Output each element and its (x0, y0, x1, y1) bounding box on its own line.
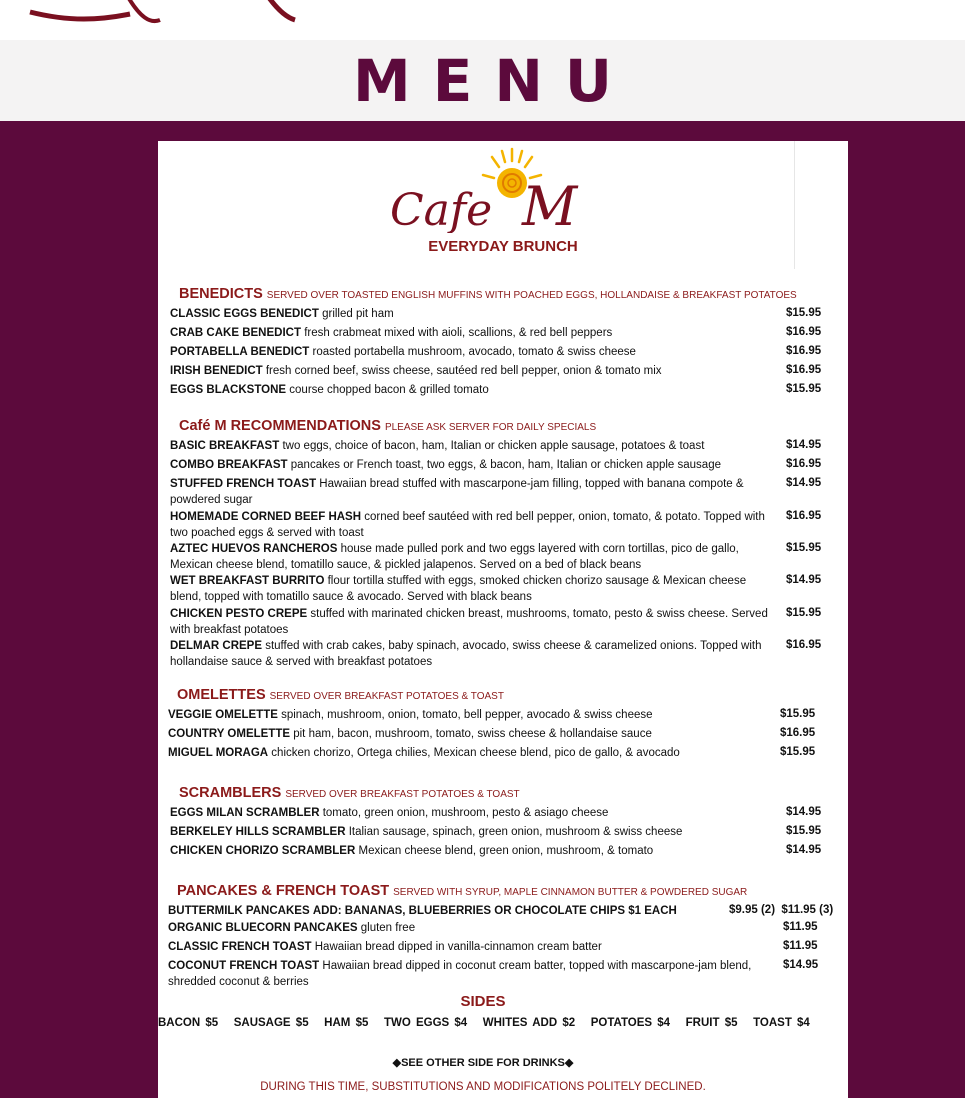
item-name: EGGS MILAN SCRAMBLER (170, 807, 320, 819)
item-desc: pancakes or French toast, two eggs, & bacon, ham, Italian or chicken apple sausage (290, 459, 721, 471)
item-name: CLASSIC EGGS BENEDICT (170, 308, 319, 320)
menu-item (168, 726, 652, 742)
item-name: COMBO BREAKFAST (170, 459, 288, 471)
item-desc: course chopped bacon & grilled tomato (289, 384, 489, 396)
drinks-note: ◆SEE OTHER SIDE FOR DRINKS◆ (392, 1057, 574, 1069)
item-desc: fresh corned beef, swiss cheese, sautéed red bell pepper, onion & tomato mix (265, 365, 662, 377)
menu-subtitle: EVERYDAY BRUNCH (428, 238, 578, 255)
section-benedicts (179, 286, 797, 302)
item-price: $16.95 (786, 510, 822, 522)
item-name: BUTTERMILK PANCAKES (168, 905, 310, 917)
item-price: $14.95 (786, 844, 822, 856)
item-desc: Italian sausage, spinach, green onion, mushroom & swiss cheese (348, 826, 683, 838)
section-title: BENEDICTS (179, 286, 263, 302)
section-title: Café M RECOMMENDATIONS (179, 418, 381, 434)
item-name: CRAB CAKE BENEDICT (170, 327, 301, 339)
menu-item (170, 541, 770, 573)
menu-item (170, 638, 770, 670)
item-price: $16.95 (786, 364, 822, 376)
item-name: COUNTRY OMELETTE (168, 728, 291, 740)
top-bar (0, 0, 965, 40)
item-desc: tomato, green onion, mushroom, pesto & asiago cheese (322, 807, 609, 819)
item-name: BASIC BREAKFAST (170, 440, 280, 452)
item-name: AZTEC HUEVOS RANCHEROS (170, 543, 338, 555)
item-name: CHICKEN PESTO CREPE (170, 608, 308, 620)
section-recommendations (179, 418, 596, 434)
item-desc: Hawaiian bread stuffed with mascarpone-jam filling, topped with banana compote & powdered sugar (170, 478, 744, 506)
item-desc: stuffed with crab cakes, baby spinach, avocado, swiss cheese & caramelized onions. Topped with hollandaise sauce & served with breakfast potatoes (170, 640, 762, 668)
item-desc: spinach, mushroom, onion, tomato, bell pepper, avocado & swiss cheese (281, 709, 653, 721)
item-name: EGGS BLACKSTONE (170, 384, 287, 396)
menu-item (170, 573, 770, 605)
section-omelettes (177, 687, 504, 703)
item-price: $15.95 (786, 825, 822, 837)
menu-item (170, 824, 682, 840)
menu-item (170, 306, 394, 322)
menu-item (170, 606, 770, 638)
item-desc: Mexican cheese blend, green onion, mushroom, & tomato (358, 845, 654, 857)
section-note: SERVED OVER BREAKFAST POTATOES & TOAST (269, 691, 504, 702)
item-price: $11.95 (783, 940, 818, 952)
item-price: $15.95 (780, 746, 816, 758)
menu-item (170, 476, 770, 508)
svg-text:Cafe: Cafe (390, 185, 493, 233)
item-price: $14.95 (786, 574, 822, 586)
menu-item (170, 509, 770, 541)
menu-item (168, 920, 415, 936)
item-desc: Hawaiian bread dipped in vanilla-cinnamon cream batter (314, 941, 602, 953)
item-name: IRISH BENEDICT (170, 365, 263, 377)
item-price: $15.95 (786, 607, 822, 619)
item-desc: chicken chorizo, Ortega chilies, Mexican cheese blend, pico de gallo, & avocado (271, 747, 680, 759)
item-name: CHICKEN CHORIZO SCRAMBLER (170, 845, 356, 857)
menu-item (170, 457, 721, 473)
section-title: OMELETTES (177, 687, 266, 703)
section-note: SERVED OVER TOASTED ENGLISH MUFFINS WITH POACHED EGGS, HOLLANDAISE & BREAKFAST POTATOES (266, 290, 797, 301)
menu-item (168, 745, 680, 761)
item-name: VEGGIE OMELETTE (168, 709, 278, 721)
item-name: WET BREAKFAST BURRITO (170, 575, 325, 587)
section-pancakes (177, 883, 747, 899)
item-desc: roasted portabella mushroom, avocado, tomato & swiss cheese (312, 346, 636, 358)
item-desc: stuffed with marinated chicken breast, mushrooms, tomato, pesto & swiss cheese. Served with breakfast potatoes (170, 608, 768, 636)
site-logo-fragment[interactable] (10, 0, 310, 24)
item-price: $15.95 (786, 542, 822, 554)
menu-item (170, 843, 653, 859)
menu-image (158, 141, 848, 1098)
item-price: $14.95 (783, 959, 819, 971)
page-header (0, 40, 965, 121)
item-price: $16.95 (786, 345, 822, 357)
menu-item (170, 438, 704, 454)
menu-item (168, 707, 653, 723)
item-desc: fresh crabmeat mixed with aioli, scallions, & red bell peppers (304, 327, 613, 339)
section-title: SCRAMBLERS (179, 785, 282, 801)
section-scramblers (179, 785, 520, 801)
item-desc: pit ham, bacon, mushroom, tomato, swiss cheese & hollandaise sauce (293, 728, 652, 740)
item-price: $15.95 (780, 708, 816, 720)
item-name: COCONUT FRENCH TOAST (168, 960, 320, 972)
section-note: SERVED OVER BREAKFAST POTATOES & TOAST (285, 789, 520, 800)
item-price: $14.95 (786, 477, 822, 489)
item-desc: Hawaiian bread dipped in coconut cream batter, topped with mascarpone-jam blend, shredded coconut & berries (168, 960, 752, 988)
section-note: PLEASE ASK SERVER FOR DAILY SPECIALS (384, 422, 597, 433)
item-name: STUFFED FRENCH TOAST (170, 478, 317, 490)
item-desc: grilled pit ham (322, 308, 394, 320)
item-name: MIGUEL MORAGA (168, 747, 269, 759)
item-price: $9.95 (2) $11.95 (3) (729, 904, 834, 916)
item-price: $14.95 (786, 806, 822, 818)
item-name: ORGANIC BLUECORN PANCAKES (168, 922, 358, 934)
menu-item (170, 382, 489, 398)
menu-item (168, 958, 768, 990)
item-desc: flour tortilla stuffed with eggs, smoked chicken chorizo sausage & Mexican cheese blend, topped with tomatillo sauce & avocado. Served with black beans (170, 575, 747, 603)
menu-item (170, 805, 608, 821)
item-name: PORTABELLA BENEDICT (170, 346, 310, 358)
sides-title: SIDES (460, 993, 506, 1010)
item-price: $11.95 (783, 921, 818, 933)
item-price: $16.95 (786, 458, 822, 470)
item-price: $16.95 (780, 727, 816, 739)
item-name: DELMAR CREPE (170, 640, 263, 652)
sides-list: BACON $5 SAUSAGE $5 HAM $5 TWO EGGS $4 WHITES ADD $2 POTATOES $4 FRUIT $5 TOAST $4 (158, 1017, 810, 1029)
item-desc: corned beef sautéed with red bell pepper, onion, tomato, & potato. Topped with two poached eggs & served with toast (170, 511, 765, 539)
item-price: $16.95 (786, 326, 822, 338)
menu-item (168, 903, 677, 919)
item-price: $15.95 (786, 307, 822, 319)
menu-item (170, 363, 662, 379)
item-desc: two eggs, choice of bacon, ham, Italian or chicken apple sausage, potatoes & toast (282, 440, 705, 452)
item-desc: gluten free (360, 922, 416, 934)
page-title: MENU (353, 47, 634, 115)
item-price: $16.95 (786, 639, 822, 651)
item-price: $15.95 (786, 383, 822, 395)
item-price: $14.95 (786, 439, 822, 451)
menu-item (168, 939, 602, 955)
footer-note: DURING THIS TIME, SUBSTITUTIONS AND MODIFICATIONS POLITELY DECLINED. (260, 1081, 706, 1093)
section-note: SERVED WITH SYRUP, MAPLE CINNAMON BUTTER & POWDERED SUGAR (393, 887, 748, 898)
cafe-m-logo (388, 145, 598, 233)
item-name: HOMEMADE CORNED BEEF HASH (170, 511, 362, 523)
item-desc: house made pulled pork and two eggs layered with corn tortillas, pico de gallo, Mexican cheese blend, tomatillo sauce, & pickled jalapenos. Served on a bed of black beans (170, 543, 739, 571)
item-name: CLASSIC FRENCH TOAST (168, 941, 312, 953)
item-name: BERKELEY HILLS SCRAMBLER (170, 826, 346, 838)
svg-text:M: M (522, 175, 578, 233)
section-title: PANCAKES & FRENCH TOAST (177, 883, 390, 899)
menu-item (170, 325, 612, 341)
item-desc: ADD: BANANAS, BLUEBERRIES OR CHOCOLATE CHIPS $1 EACH (312, 905, 677, 917)
menu-item (170, 344, 636, 360)
